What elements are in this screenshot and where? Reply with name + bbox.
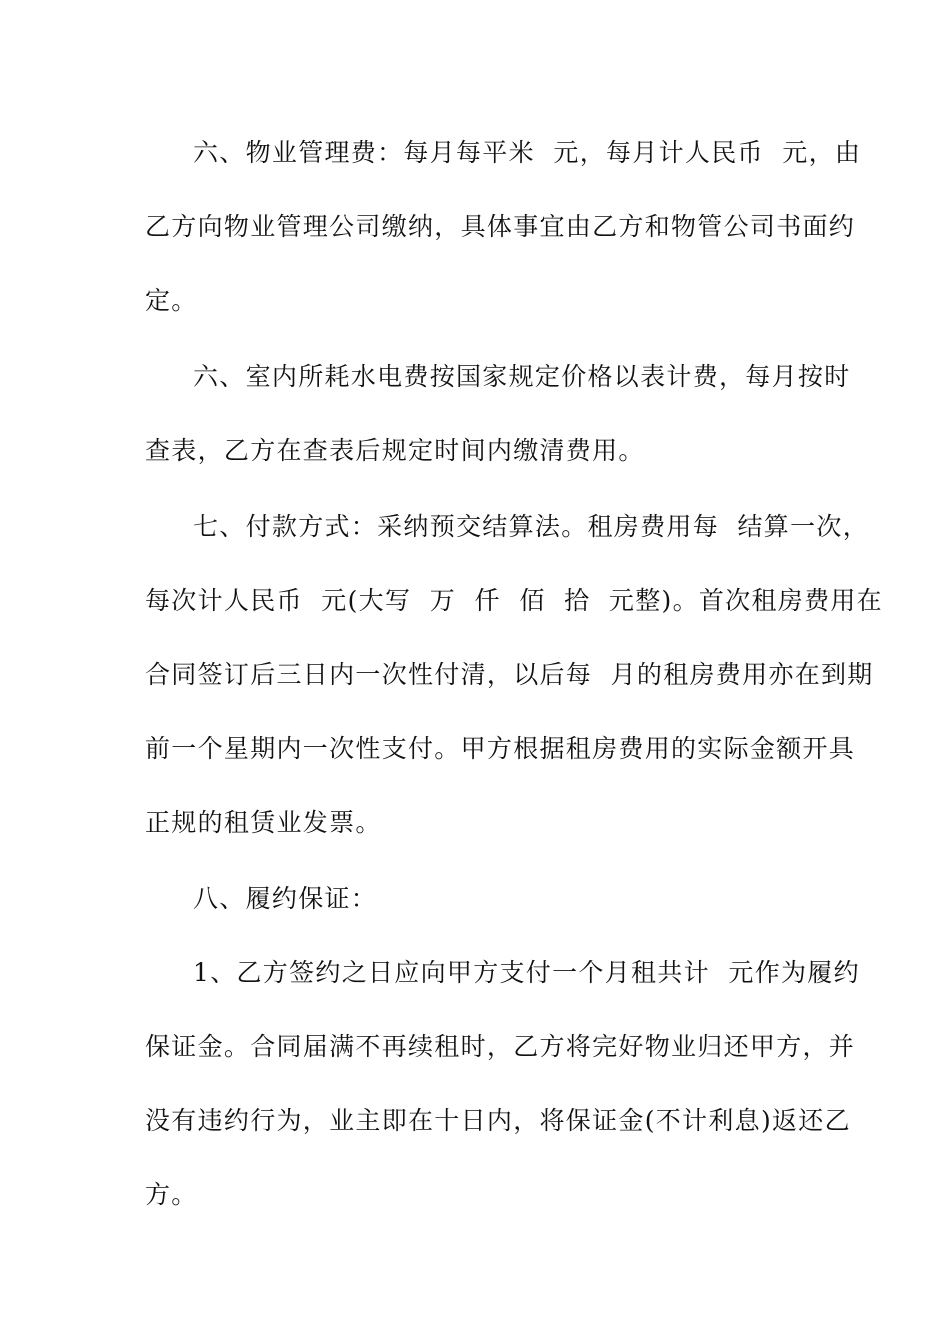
paragraph-3-line-2: 每次计人民币 元(大写 万 仟 佰 拾 元整)。首次租房费用在 bbox=[145, 586, 883, 615]
paragraph-1-line-3: 定。 bbox=[145, 286, 198, 315]
paragraph-3-line-4: 前一个星期内一次性支付。甲方根据租房费用的实际金额开具 bbox=[145, 734, 856, 763]
paragraph-5-line-4: 方。 bbox=[145, 1180, 198, 1209]
paragraph-2-line-2: 查表，乙方在查表后规定时间内缴清费用。 bbox=[145, 436, 645, 465]
paragraph-1-line-1: 六、物业管理费：每月每平米 元，每月计人民币 元，由 bbox=[193, 138, 862, 167]
paragraph-2-line-1: 六、室内所耗水电费按国家规定价格以表计费，每月按时 bbox=[193, 362, 851, 391]
paragraph-1-line-2: 乙方向物业管理公司缴纳，具体事宜由乙方和物管公司书面约 bbox=[145, 212, 856, 241]
paragraph-5-line-3: 没有违约行为，业主即在十日内，将保证金(不计利息)返还乙 bbox=[145, 1106, 851, 1135]
paragraph-4-heading: 八、履约保证： bbox=[193, 884, 378, 913]
paragraph-5-line-1: 1、乙方签约之日应向甲方支付一个月租共计 元作为履约 bbox=[193, 958, 860, 987]
paragraph-3-line-1: 七、付款方式：采纳预交结算法。租房费用每 结算一次， bbox=[193, 512, 869, 541]
paragraph-3-line-3: 合同签订后三日内一次性付清，以后每 月的租房费用亦在到期 bbox=[145, 660, 874, 689]
paragraph-5-line-2: 保证金。合同届满不再续租时，乙方将完好物业归还甲方，并 bbox=[145, 1032, 856, 1061]
paragraph-3-line-5: 正规的租赁业发票。 bbox=[145, 808, 382, 837]
